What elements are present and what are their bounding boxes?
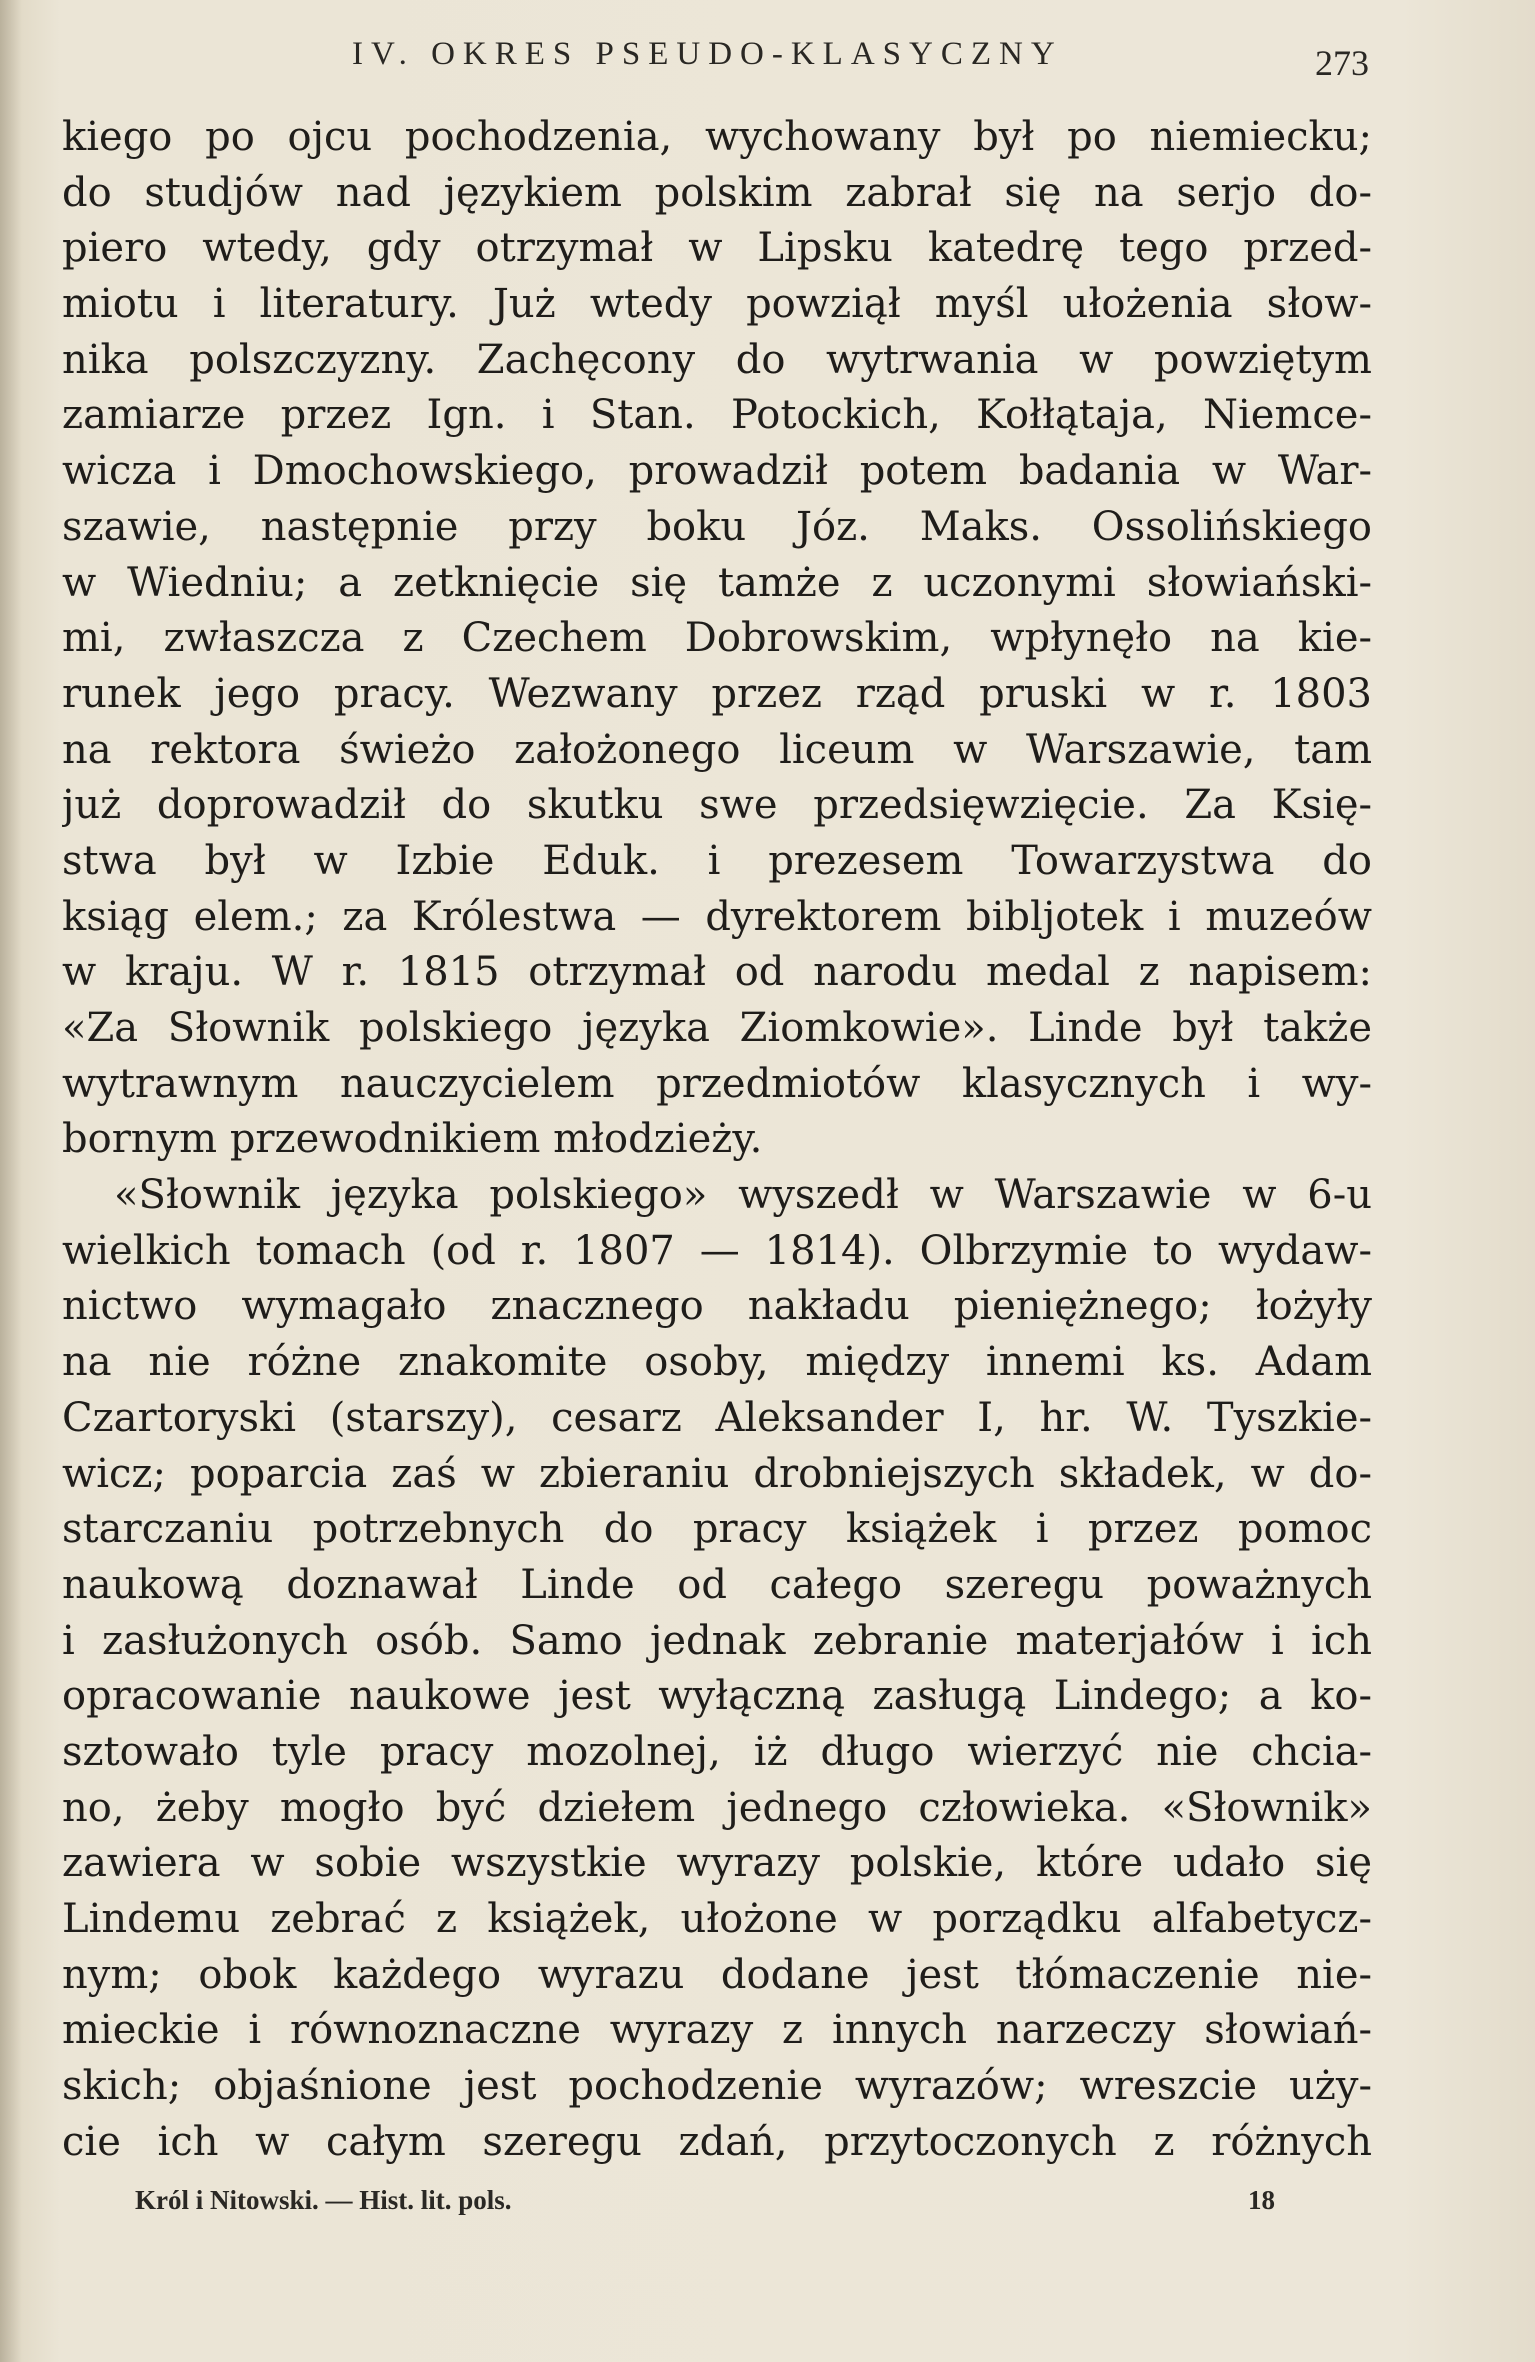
text-line: nym; obok każdego wyrazu dodane jest tłómaczenie nie-	[62, 1951, 1372, 1998]
text-line: skich; objaśnione jest pochodzenie wyrazów; wreszcie uży-	[62, 2063, 1372, 2110]
text-line: «Za Słownik polskiego języka Ziomkowie». Linde był także	[62, 1005, 1372, 1051]
text-line: naukową doznawał Linde od całego szeregu poważnych	[62, 1561, 1372, 1608]
running-head	[352, 28, 1377, 88]
text-line: miotu i literatury. Już wtedy powziął myśl ułożenia słow-	[62, 281, 1372, 328]
text-line: mieckie i równoznaczne wyrazy z innych narzeczy słowiań-	[62, 2007, 1372, 2054]
text-line: szawie, następnie przy boku Józ. Maks. Ossolińskiego	[62, 503, 1372, 550]
text-line: no, żeby mogło być dziełem jednego człowieka. «Słownik»	[62, 1784, 1372, 1831]
text-line: wielkich tomach (od r. 1807 — 1814). Olbrzymie to wydaw-	[62, 1227, 1372, 1274]
text-line: kiego po ojcu pochodzenia, wychowany był po niemiecku;	[62, 114, 1372, 160]
sheet-number: 18	[1248, 2185, 1275, 2215]
text-line: starczaniu potrzebnych do pracy książek i przez pomoc	[62, 1506, 1372, 1553]
text-line: zamiarze przez Ign. i Stan. Potockich, Kołłątaja, Niemce-	[62, 392, 1372, 439]
text-line: nictwo wymagało znacznego nakładu pieniężnego; łożyły	[62, 1283, 1372, 1330]
text-line: wicz; poparcia zaś w zbieraniu drobniejszych składek, w do-	[62, 1450, 1372, 1497]
text-line: nika polszczyzny. Zachęcony do wytrwania w powziętym	[62, 336, 1372, 383]
text-line: Lindemu zebrać z książek, ułożone w porządku alfabetycz-	[62, 1896, 1372, 1942]
text-line: wicza i Dmochowskiego, prowadził potem badania w War-	[62, 448, 1372, 495]
chapter-title: IV. OKRES PSEUDO-KLASYCZNY	[352, 36, 1063, 72]
text-line: runek jego pracy. Wezwany przez rząd pruski w r. 1803	[62, 670, 1372, 717]
text-line: już doprowadził do skutku swe przedsięwzięcie. Za Księ-	[62, 782, 1372, 829]
paragraph-first-line: «Słownik języka polskiego» wyszedł w Warszawie w 6-u	[114, 1172, 1372, 1219]
text-line: wytrawnym nauczycielem przedmiotów klasycznych i wy-	[62, 1060, 1372, 1107]
text-line: i zasłużonych osób. Samo jednak zebranie materjałów i ich	[62, 1617, 1372, 1664]
body-text	[62, 110, 1372, 2170]
text-line: do studjów nad językiem polskim zabrał się na serjo do-	[62, 169, 1372, 216]
text-line: opracowanie naukowe jest wyłączną zasługą Lindego; a ko-	[62, 1673, 1372, 1720]
text-line: na nie różne znakomite osoby, między innemi ks. Adam	[62, 1339, 1372, 1386]
text-line: mi, zwłaszcza z Czechem Dobrowskim, wpłynęło na kie-	[62, 615, 1372, 662]
text-line: stwa był w Izbie Eduk. i prezesem Towarzystwa do	[62, 837, 1372, 884]
paragraph-last-line: bornym przewodnikiem młodzieży.	[62, 1116, 763, 1163]
footer	[135, 2185, 1275, 2235]
text-line: sztowało tyle pracy mozolnej, iż długo wierzyć nie chcia-	[62, 1728, 1372, 1775]
page-number: 273	[1315, 43, 1369, 83]
text-line: Czartoryski (starszy), cesarz Aleksander I, hr. W. Tyszkie-	[62, 1394, 1372, 1441]
text-line: cie ich w całym szeregu zdań, przytoczonych z różnych	[62, 2118, 1372, 2165]
text-line: piero wtedy, gdy otrzymał w Lipsku katedrę tego przed-	[62, 225, 1372, 272]
text-line: w Wiedniu; a zetknięcie się tamże z uczonymi słowiański-	[62, 559, 1372, 606]
text-line: ksiąg elem.; za Królestwa — dyrektorem bibljotek i muzeów	[62, 893, 1372, 940]
printer-signature: Król i Nitowski. — Hist. lit. pols.	[135, 2185, 512, 2215]
text-line: zawiera w sobie wszystkie wyrazy polskie, które udało się	[62, 1840, 1372, 1887]
text-line: na rektora świeżo założonego liceum w Warszawie, tam	[62, 726, 1372, 773]
text-line: w kraju. W r. 1815 otrzymał od narodu medal z napisem:	[62, 949, 1372, 996]
gutter-shadow	[0, 0, 22, 2362]
